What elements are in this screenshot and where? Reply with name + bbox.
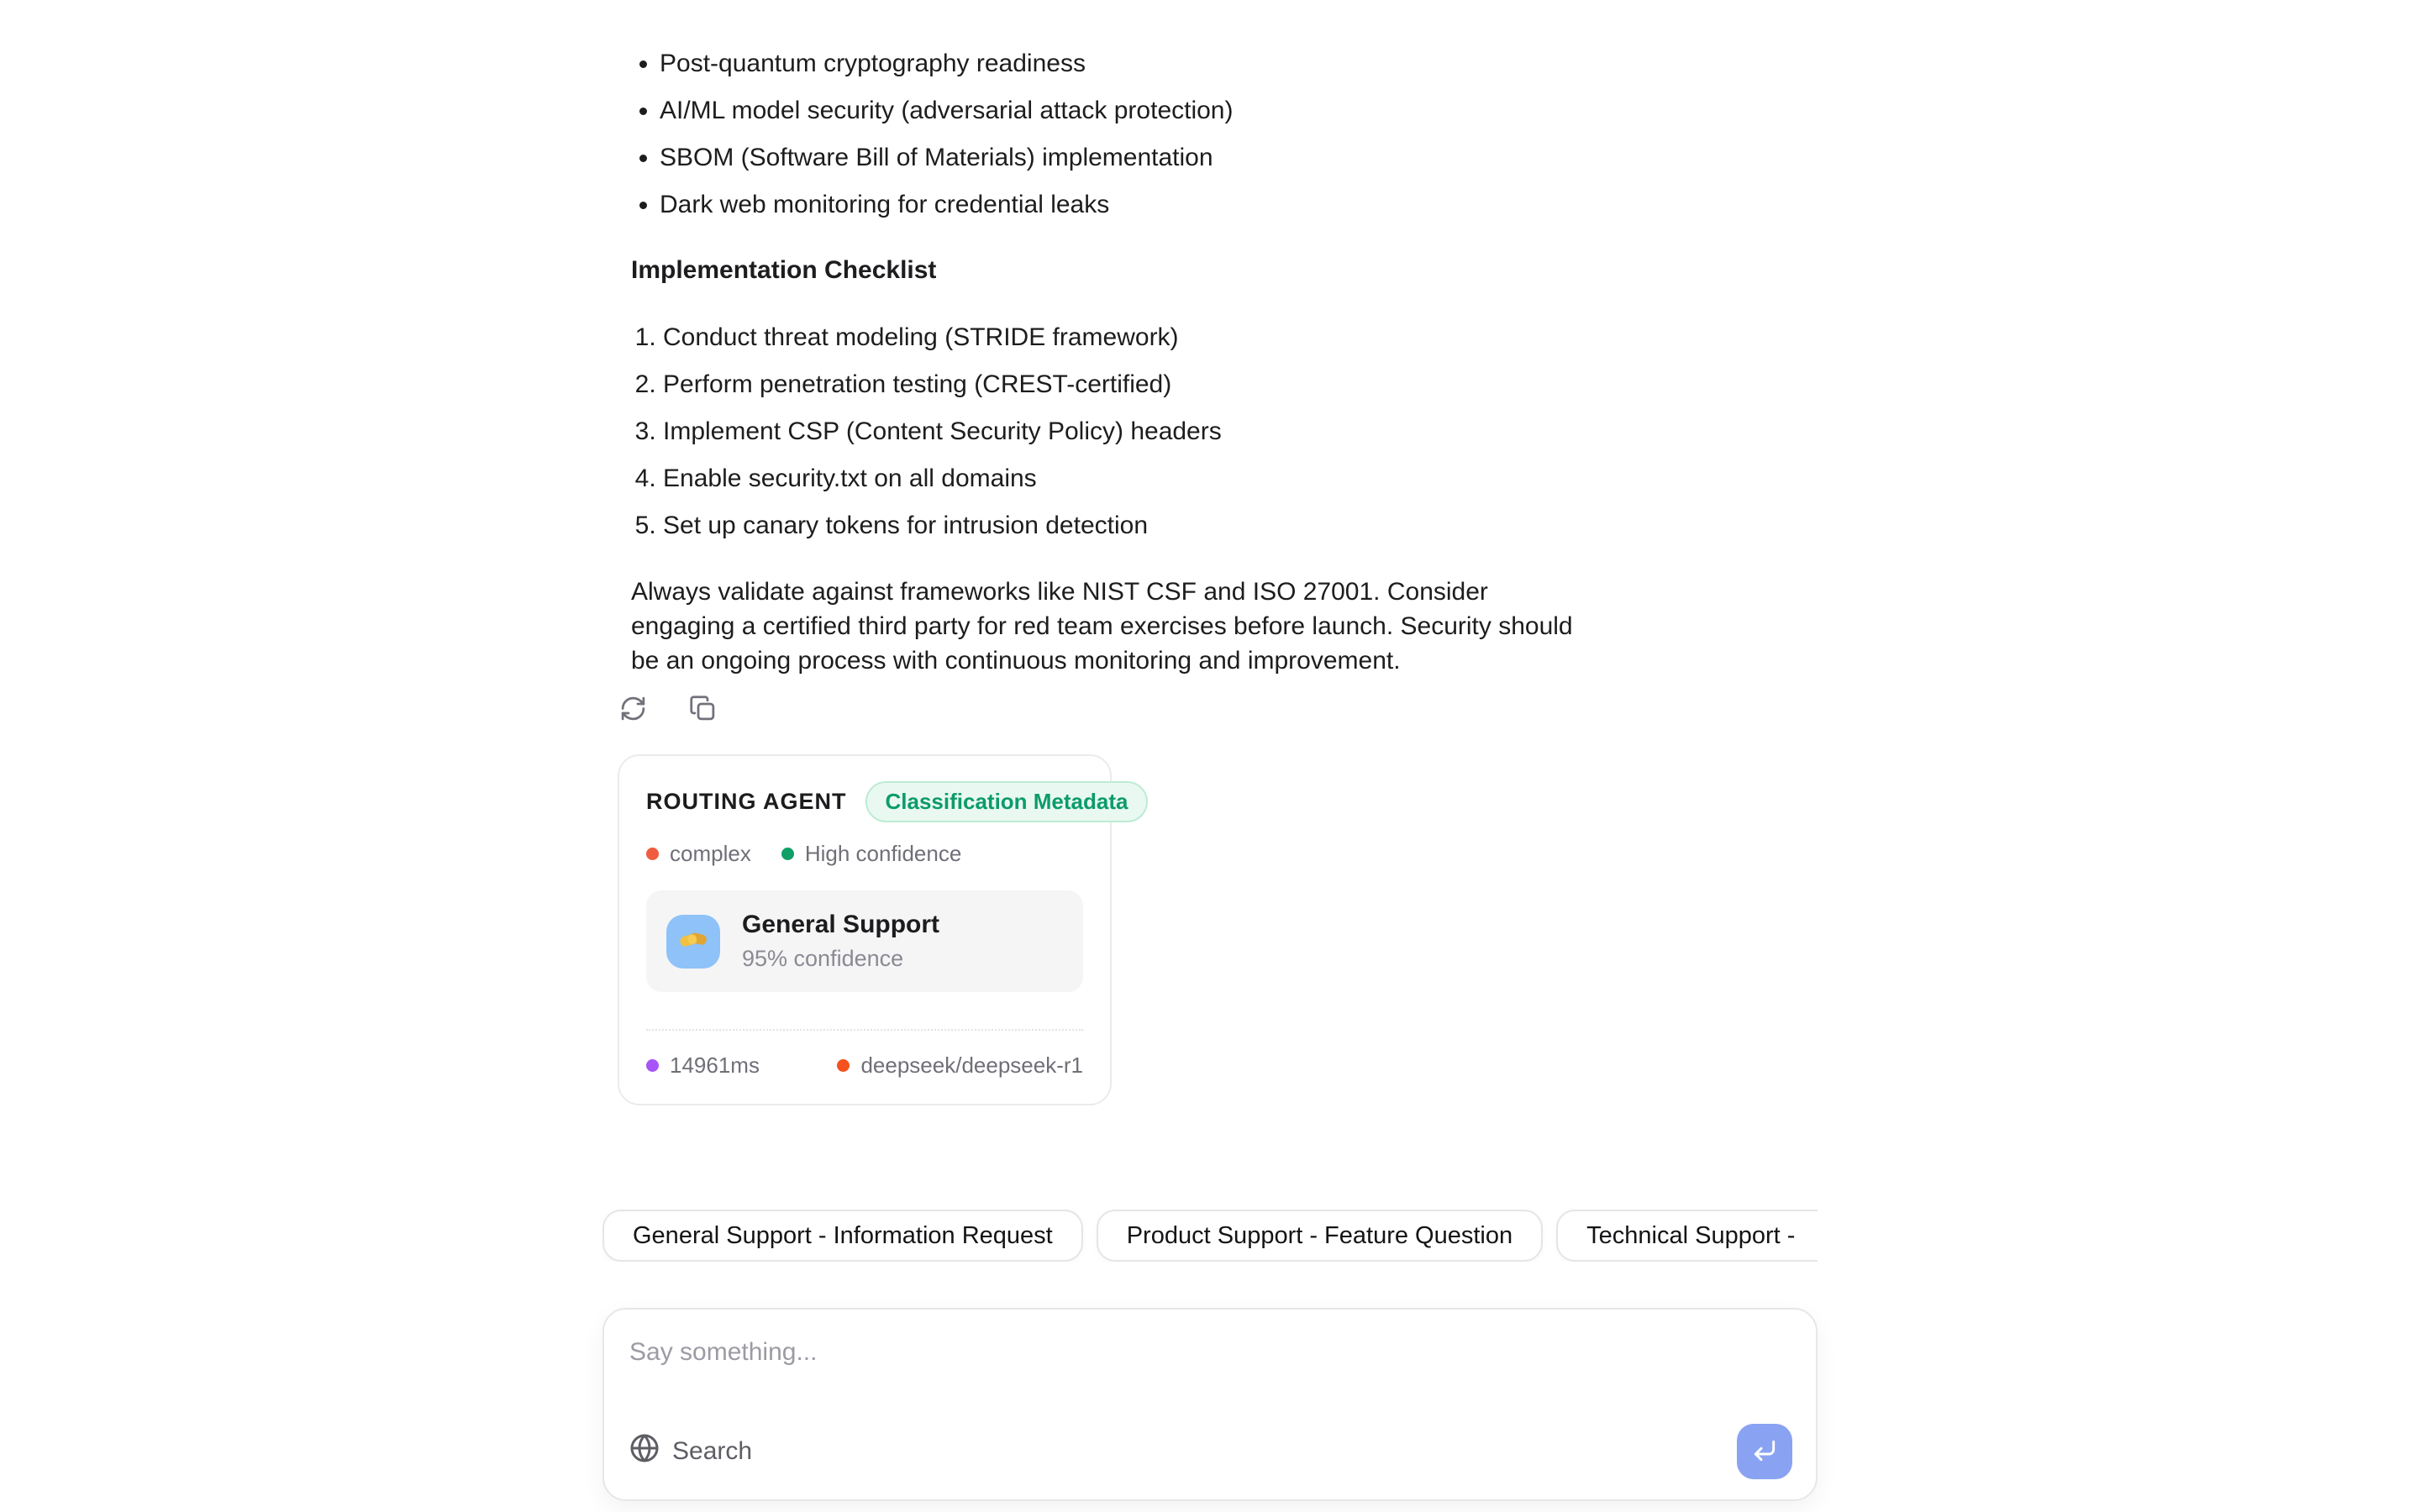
suggestion-chip-product-support[interactable]: Product Support - Feature Question	[1097, 1210, 1543, 1262]
latency-indicator	[646, 1053, 760, 1079]
list-item	[663, 415, 1818, 449]
selected-agent-name: General Support	[742, 911, 940, 938]
step-text: Perform penetration testing (CREST-certified)	[663, 370, 1172, 398]
agent-stats-row	[646, 1031, 1083, 1079]
complexity-label: complex	[670, 841, 751, 866]
search-label: Search	[672, 1437, 753, 1465]
model-dot-icon	[837, 1059, 850, 1072]
routing-agent-card	[618, 754, 1128, 1105]
bullet-text: Post-quantum cryptography readiness	[660, 50, 1086, 77]
routing-agent-header	[646, 781, 1128, 822]
confidence-label: High confidence	[804, 841, 962, 866]
step-text: Enable security.txt on all domains	[663, 465, 1037, 492]
suggestion-chips-row	[602, 1210, 1818, 1262]
list-item	[660, 188, 1818, 222]
copy-button[interactable]	[689, 695, 717, 722]
list-item	[660, 47, 1818, 81]
bullet-text: Dark web monitoring for credential leaks	[660, 191, 1110, 218]
handshake-icon	[676, 921, 711, 961]
list-item	[660, 141, 1818, 175]
composer-toolbar	[604, 1424, 1816, 1499]
closing-paragraph: Always validate against frameworks like NIST CSF and ISO 27001. Consider engaging a certified third party for red team exercises before launch. Security should be an ongoing process with continuous monitoring and improvement.	[631, 578, 1573, 675]
selected-agent-confidence: 95% confidence	[742, 946, 904, 971]
assistant-message	[602, 47, 1818, 678]
list-item	[663, 462, 1818, 496]
globe-icon	[629, 1433, 660, 1470]
step-text: Conduct threat modeling (STRIDE framework)	[663, 323, 1179, 351]
suggestion-chip-general-support[interactable]: General Support - Information Request	[602, 1210, 1083, 1262]
latency-value: 14961ms	[670, 1053, 760, 1078]
confidence-indicator	[781, 841, 961, 867]
list-item	[660, 94, 1818, 128]
general-support-avatar	[666, 915, 720, 969]
regenerate-button[interactable]	[619, 695, 647, 722]
chat-column	[602, 0, 1818, 1512]
step-text: Set up canary tokens for intrusion detection	[663, 512, 1149, 539]
selected-agent-info	[742, 911, 939, 972]
list-item	[663, 321, 1818, 354]
refresh-icon	[619, 695, 647, 722]
complexity-dot-icon	[646, 848, 659, 860]
bullet-list	[631, 47, 1818, 222]
bullet-text: AI/ML model security (adversarial attack protection)	[660, 97, 1234, 124]
composer	[602, 1308, 1818, 1501]
latency-dot-icon	[646, 1059, 659, 1072]
send-button[interactable]	[1737, 1424, 1792, 1479]
list-item	[663, 509, 1818, 543]
classification-meta-row	[646, 841, 1083, 867]
classification-metadata-badge: Classification Metadata	[865, 781, 1149, 822]
bullet-text: SBOM (Software Bill of Materials) implementation	[660, 144, 1213, 171]
checklist-heading: Implementation Checklist	[631, 256, 937, 284]
model-name: deepseek/deepseek-r1	[860, 1053, 1083, 1078]
message-actions	[619, 695, 1818, 722]
numbered-list	[631, 321, 1818, 543]
complexity-indicator	[646, 841, 751, 867]
step-text: Implement CSP (Content Security Policy) headers	[663, 417, 1222, 445]
model-indicator	[837, 1053, 1083, 1079]
list-item	[663, 368, 1818, 402]
confidence-dot-icon	[781, 848, 794, 860]
routing-agent-title: ROUTING AGENT	[646, 789, 847, 814]
search-toggle-button[interactable]	[629, 1433, 752, 1470]
enter-arrow-icon	[1751, 1437, 1778, 1467]
copy-icon	[689, 695, 717, 722]
suggestion-chip-technical-support[interactable]: Technical Support -	[1556, 1210, 1818, 1262]
message-input[interactable]	[604, 1310, 1816, 1402]
selected-agent-card	[646, 890, 1083, 992]
